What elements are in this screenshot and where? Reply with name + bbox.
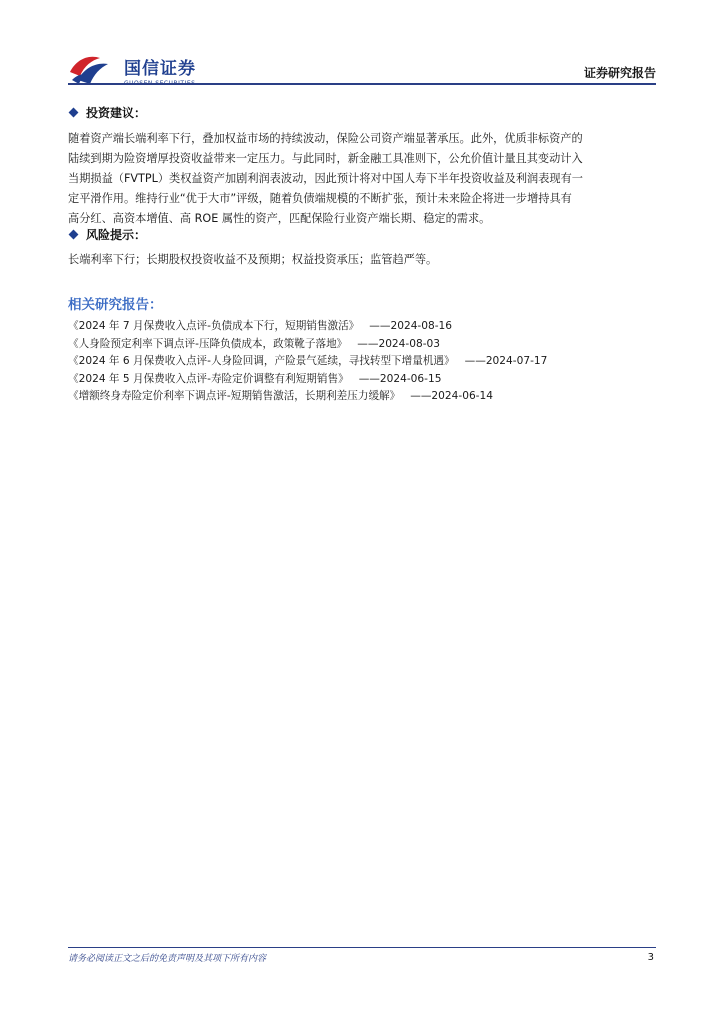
investment-line: 当期损益（FVTPL）类权益资产加剧利润表波动，因此预计将对中国人寿下半年投资收益及利润表现有一 bbox=[68, 172, 583, 185]
investment-line: 定平滑作用。维持行业“优于大市”评级，随着负债端规模的不断扩张，预计未来险企将进一步增持具有 bbox=[68, 192, 572, 205]
related-report-item[interactable] bbox=[68, 388, 658, 406]
logo-name-cn: 国信证券 bbox=[124, 59, 196, 79]
report-title: 《2024 年 5 月保费收入点评-寿险定价调整有利短期销售》 bbox=[68, 372, 349, 385]
guosen-logo-icon bbox=[68, 50, 110, 86]
risk-paragraph bbox=[68, 250, 658, 270]
related-report-item[interactable] bbox=[68, 318, 658, 336]
risk-text: 长端利率下行；长期股权投资收益不及预期；权益投资承压；监管趋严等。 bbox=[68, 253, 438, 266]
related-reports-list bbox=[68, 318, 658, 406]
investment-section-title bbox=[68, 104, 146, 121]
report-date: ——2024-07-17 bbox=[464, 355, 548, 367]
report-title: 《2024 年 7 月保费收入点评-负债成本下行，短期销售激活》 bbox=[68, 320, 360, 332]
diamond-bullet-icon bbox=[69, 230, 79, 240]
related-report-item[interactable] bbox=[68, 371, 658, 389]
diamond-bullet-icon bbox=[69, 108, 79, 118]
investment-title-text: 投资建议： bbox=[86, 106, 147, 120]
related-reports-title: 相关研究报告： bbox=[68, 297, 163, 313]
footer-divider bbox=[68, 947, 656, 948]
related-report-item[interactable] bbox=[68, 353, 658, 371]
related-report-item[interactable] bbox=[68, 336, 658, 354]
risk-section-title bbox=[68, 226, 146, 243]
header-divider bbox=[68, 83, 656, 85]
report-title: 《增额终身寿险定价利率下调点评-短期销售激活，长期利差压力缓解》 bbox=[68, 390, 401, 402]
report-title: 《人身险预定利率下调点评-压降负债成本，政策靴子落地》 bbox=[68, 337, 348, 350]
page-header bbox=[68, 44, 656, 86]
report-date: ——2024-08-16 bbox=[369, 320, 453, 332]
page-number: 3 bbox=[647, 952, 654, 963]
disclaimer-note: 请务必阅读正文之后的免责声明及其项下所有内容 bbox=[68, 954, 267, 964]
document-type-label: 证券研究报告 bbox=[583, 66, 656, 80]
report-date: ——2024-06-15 bbox=[358, 372, 442, 385]
risk-title-text: 风险提示： bbox=[86, 228, 147, 242]
report-title: 《2024 年 6 月保费收入点评-人身险回调，产险景气延续，寻找转型下增量机遇》 bbox=[68, 355, 455, 367]
investment-line: 随着资产端长端利率下行，叠加权益市场的持续波动，保险公司资产端显著承压。此外，优质非标资产的 bbox=[68, 132, 583, 145]
investment-line: 陆续到期为险资增厚投资收益带来一定压力。与此同时，新金融工具准则下，公允价值计量且其变动计入 bbox=[68, 152, 583, 165]
investment-line: 高分红、高资本增值、高 ROE 属性的资产，匹配保险行业资产端长期、稳定的需求。 bbox=[68, 212, 491, 225]
investment-paragraph bbox=[68, 129, 658, 229]
report-date: ——2024-06-14 bbox=[410, 390, 493, 402]
report-date: ——2024-08-03 bbox=[357, 337, 441, 350]
